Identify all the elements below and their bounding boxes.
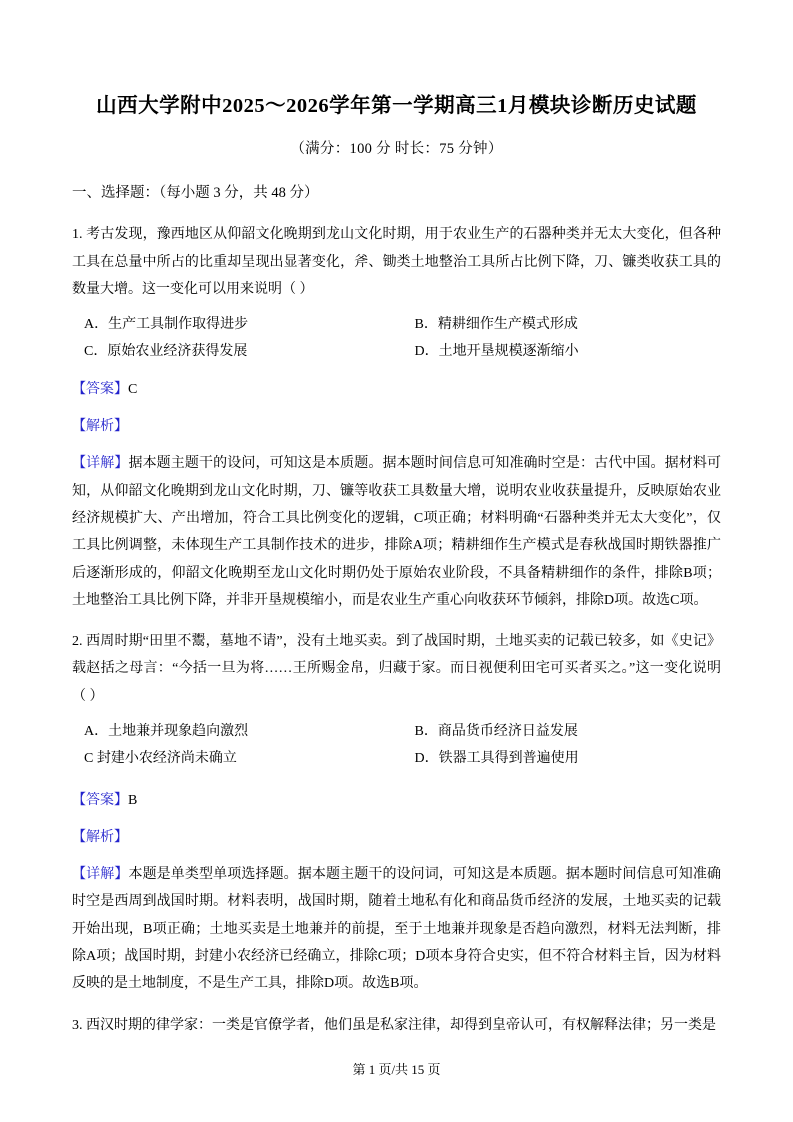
- question-text: 考古发现，豫西地区从仰韶文化晚期到龙山文化时期，用于农业生产的石器种类并无太大变化，但各种工具在总量中所占的比重却呈现出显著变化，斧、锄类土地整治工具所占比例下降，刀、镰类收获工具的数量大增。这一变化可以用来说明（ ）: [72, 227, 722, 297]
- explanation-tag: 【详解】: [72, 456, 129, 472]
- option-a[interactable]: A．土地兼并现象趋向激烈: [84, 723, 249, 739]
- page-title: 山西大学附中2025～2026学年第一学期高三1月模块诊断历史试题: [96, 95, 697, 117]
- question-number: 1.: [72, 227, 83, 243]
- question-stem: [72, 628, 721, 710]
- page-footer: 第 1 页/共 15 页: [352, 1062, 441, 1077]
- option-c[interactable]: C 封建小农经济尚未确立: [84, 751, 237, 767]
- option-b[interactable]: B．精耕细作生产模式形成: [414, 317, 578, 333]
- options-list: [72, 718, 721, 773]
- question-stem: [72, 1012, 721, 1039]
- question-block: [72, 628, 721, 998]
- option-c[interactable]: C．原始农业经济获得发展: [84, 344, 248, 360]
- question-block: [72, 221, 721, 614]
- explanation-tag: 【详解】: [72, 867, 129, 883]
- analysis-label: 【解析】: [72, 829, 128, 845]
- option-a[interactable]: A．生产工具制作取得进步: [84, 317, 249, 333]
- exam-meta: （满分：100 分 时长：75 分钟）: [290, 140, 503, 157]
- answer-line: [72, 376, 721, 403]
- option-d[interactable]: D．土地开垦规模逐渐缩小: [414, 344, 579, 360]
- question-text: 西周时期“田里不鬻，墓地不请”，没有土地买卖。到了战国时期，土地买卖的记载已较多，如《史记》载赵括之母言：“今括一旦为将……王所赐金帛，归藏于家。而日视便利田宅可买者买之。”这一变化说明（ ）: [72, 634, 722, 704]
- section-heading: 一、选择题：（每小题 3 分，共 48 分）: [72, 184, 319, 201]
- question-text: 西汉时期的律学家：一类是官僚学者，他们虽是私家注律，却得到皇帝认可，有权解释法律；另一类是: [86, 1017, 716, 1033]
- question-number: 2.: [72, 634, 83, 650]
- option-d[interactable]: D．铁器工具得到普遍使用: [414, 751, 579, 767]
- answer-line: [72, 787, 721, 814]
- analysis-label: 【解析】: [72, 419, 128, 435]
- question-number: 3.: [72, 1017, 83, 1033]
- option-b[interactable]: B．商品货币经济日益发展: [414, 723, 578, 739]
- explanation-block: [72, 450, 721, 614]
- question-block: [72, 1012, 721, 1039]
- explanation-text: 本题是单类型单项选择题。据本题主题干的设问词，可知这是本质题。据本题时间信息可知准确时空是西周到战国时期。材料表明，战国时期，随着土地私有化和商品货币经济的发展，土地买卖的记载开始出现，B项正确；土地买卖是土地兼并的前提，至于土地兼并现象是否趋向激烈，材料无法判断，排除A项；战国时期，封建小农经济已经确立，排除C项；D项本身符合史实，但不符合材料主旨，因为材料反映的是土地制度，不是生产工具，排除D项。故选B项。: [72, 867, 722, 992]
- question-stem: [72, 221, 721, 303]
- explanation-block: [72, 861, 721, 997]
- explanation-text: 据本题主题干的设问，可知这是本质题。据本题时间信息可知准确时空是：古代中国。据材料可知，从仰韶文化晚期到龙山文化时期，刀、镰等收获工具数量大增，说明农业收获量提升，反映原始农业经济规模扩大、产出增加，符合工具比例变化的逻辑，C项正确；材料明确“石器种类并无太大变化”，仅工具比例调整，未体现生产工具制作技术的进步，排除A项；精耕细作生产模式是春秋战国时期铁器推广后逐渐形成的，仰韶文化晚期至龙山文化时期仍处于原始农业阶段，不具备精耕细作的条件，排除B项；土地整治工具比例下降，并非开垦规模缩小，而是农业生产重心向收获环节倾斜，排除D项。故选C项。: [72, 456, 722, 608]
- answer-label: 【答案】: [72, 381, 128, 397]
- answer-value: C: [128, 381, 138, 397]
- answer-value: B: [128, 792, 138, 808]
- options-list: [72, 311, 721, 366]
- answer-label: 【答案】: [72, 792, 128, 808]
